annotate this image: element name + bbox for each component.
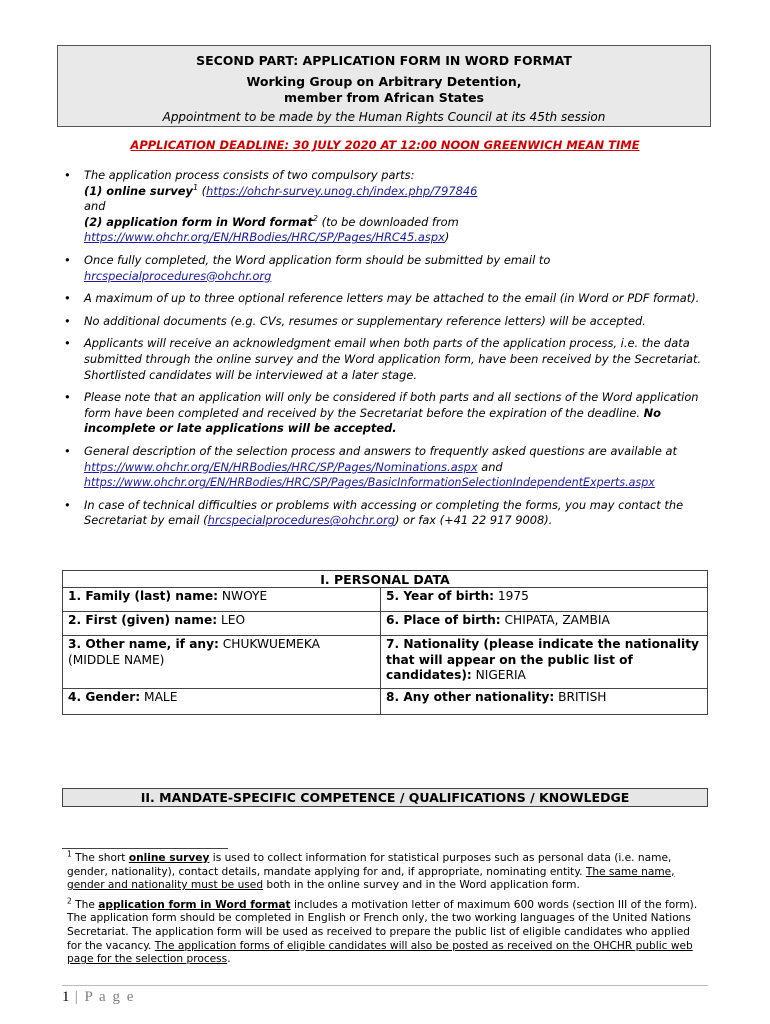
nominations-link[interactable]: https://www.ohchr.org/EN/HRBodies/HRC/SP/Pages/Nominations.aspx	[84, 459, 478, 474]
list-item: • A maximum of up to three optional reference letters may be attached to the email (in Word or PDF format).	[62, 291, 712, 307]
page-footer-divider	[62, 985, 708, 986]
page-number: 1 | P a g e	[62, 989, 135, 1005]
list-item: • In case of technical difficulties or problems with accessing or completing the forms, you may contact the Secretariat by email (hrcspecialprocedures@ohchr.org) or fax (+41 22 917 9008).	[62, 498, 712, 529]
email-link[interactable]: hrcspecialprocedures@ohchr.org	[84, 268, 272, 283]
family-name-cell: 1. Family (last) name: NWOYE	[63, 588, 381, 612]
year-of-birth-cell: 5. Year of birth: 1975	[381, 588, 708, 612]
other-name-value: CHUKWUEMEKA (MIDDLE NAME)	[68, 637, 320, 667]
subtitle-line-2: member from African States	[284, 90, 484, 105]
footnote-1: $^1$ The short online survey is used to collect information for statistical purposes such as personal data (i.e. name, gender, nationality), contact details, mandate applying for and, if appropriate, nominating entity. The same name, gender and nationality must be used both in the online survey and in the Word application form.	[67, 849, 675, 892]
survey-link[interactable]: https://ohchr-survey.unog.ch/index.php/797846	[206, 183, 478, 198]
list-item: • General description of the selection process and answers to frequently asked questions are available at https://www.ohchr.org/EN/HRBodies/HRC/SP/Pages/Nominations.aspx and https://www.ohchr.org/EN/HRBodies/HRC/SP/Pages/BasicInformationSelectionIndependentExperts.aspx	[62, 444, 712, 491]
table-row	[63, 636, 708, 689]
footnote-divider	[62, 848, 228, 849]
list-item: • Applicants will receive an acknowledgment email when both parts of the application process, i.e. the data submitted through the online survey and the Word application form, have been received by the Secretariat. Shortlisted candidates will be interviewed at a later stage.	[62, 336, 712, 383]
form-title: SECOND PART: APPLICATION FORM IN WORD FORMAT	[196, 53, 572, 68]
gender-cell: 4. Gender: MALE	[63, 688, 381, 714]
table-row	[63, 688, 708, 714]
footnote-2: $^2$ The application form in Word format includes a motivation letter of maximum 600 words (section III of the form). The application form should be completed in English or French only, the two working languages of the United Nations Secretariat. The application form will be used as received to prepare the public list of eligible candidates who applied for the vacancy. The application forms of eligible candidates will also be posted as received on the OHCHR public web page for the selection process.	[67, 896, 698, 966]
list-item: • Please note that an application will only be considered if both parts and all sections of the Word application form have been completed and received by the Secretariat before the expiration of the deadline. No incomplete or late applications will be accepted.	[62, 390, 712, 437]
personal-data-heading: I. PERSONAL DATA	[62, 570, 708, 588]
other-nationality-value: BRITISH	[554, 689, 607, 704]
working-group-title	[58, 74, 710, 106]
form-header	[57, 45, 711, 127]
gender-value: MALE	[140, 689, 178, 704]
first-name-cell: 2. First (given) name: LEO	[63, 612, 381, 636]
mandate-competence-heading: II. MANDATE-SPECIFIC COMPETENCE / QUALIFICATIONS / KNOWLEDGE	[62, 788, 708, 807]
place-of-birth-cell: 6. Place of birth: CHIPATA, ZAMBIA	[381, 612, 708, 636]
year-of-birth-value: 1975	[494, 589, 529, 603]
list-item: • Once fully completed, the Word application form should be submitted by email to hrcspecialprocedures@ohchr.org	[62, 253, 712, 284]
place-of-birth-value: CHIPATA, ZAMBIA	[500, 613, 610, 627]
other-nationality-cell: 8. Any other nationality: BRITISH	[381, 688, 708, 714]
selection-info-link[interactable]: https://www.ohchr.org/EN/HRBodies/HRC/SP/Pages/BasicInformationSelectionIndependentExperts.aspx	[84, 476, 655, 490]
list-item: • No additional documents (e.g. CVs, resumes or supplementary reference letters) will be accepted.	[62, 314, 712, 330]
other-name-cell: 3. Other name, if any: CHUKWUEMEKA (MIDDLE NAME)	[63, 636, 381, 689]
table-row	[63, 588, 708, 612]
nationality-value: NIGERIA	[471, 668, 526, 682]
first-name-value: LEO	[217, 613, 246, 627]
email-link[interactable]: hrcspecialprocedures@ohchr.org	[207, 513, 395, 528]
personal-data-table	[62, 587, 708, 715]
table-row	[63, 612, 708, 636]
subtitle-line-1: Working Group on Arbitrary Detention,	[246, 74, 522, 89]
family-name-value: NWOYE	[218, 589, 268, 603]
form-download-link[interactable]: https://www.ohchr.org/EN/HRBodies/HRC/SP/Pages/HRC45.aspx	[84, 230, 445, 245]
instructions-list	[62, 168, 712, 536]
appointment-note: Appointment to be made by the Human Rights Council at its 45th session	[162, 110, 606, 124]
nationality-cell: 7. Nationality (please indicate the nationality that will appear on the public list of candidates): NIGERIA	[381, 636, 708, 689]
application-deadline: APPLICATION DEADLINE: 30 JULY 2020 AT 12:00 NOON GREENWICH MEAN TIME	[130, 138, 640, 152]
list-item: • The application process consists of two compulsory parts: (1) online survey$^1$ (https://ohchr-survey.unog.ch/index.php/797846 and (2) application form in Word format$^2$ (to be downloaded from https://www.ohchr.org/EN/HRBodies/HRC/SP/Pages/HRC45.aspx)	[62, 168, 712, 246]
footnotes	[67, 849, 699, 973]
